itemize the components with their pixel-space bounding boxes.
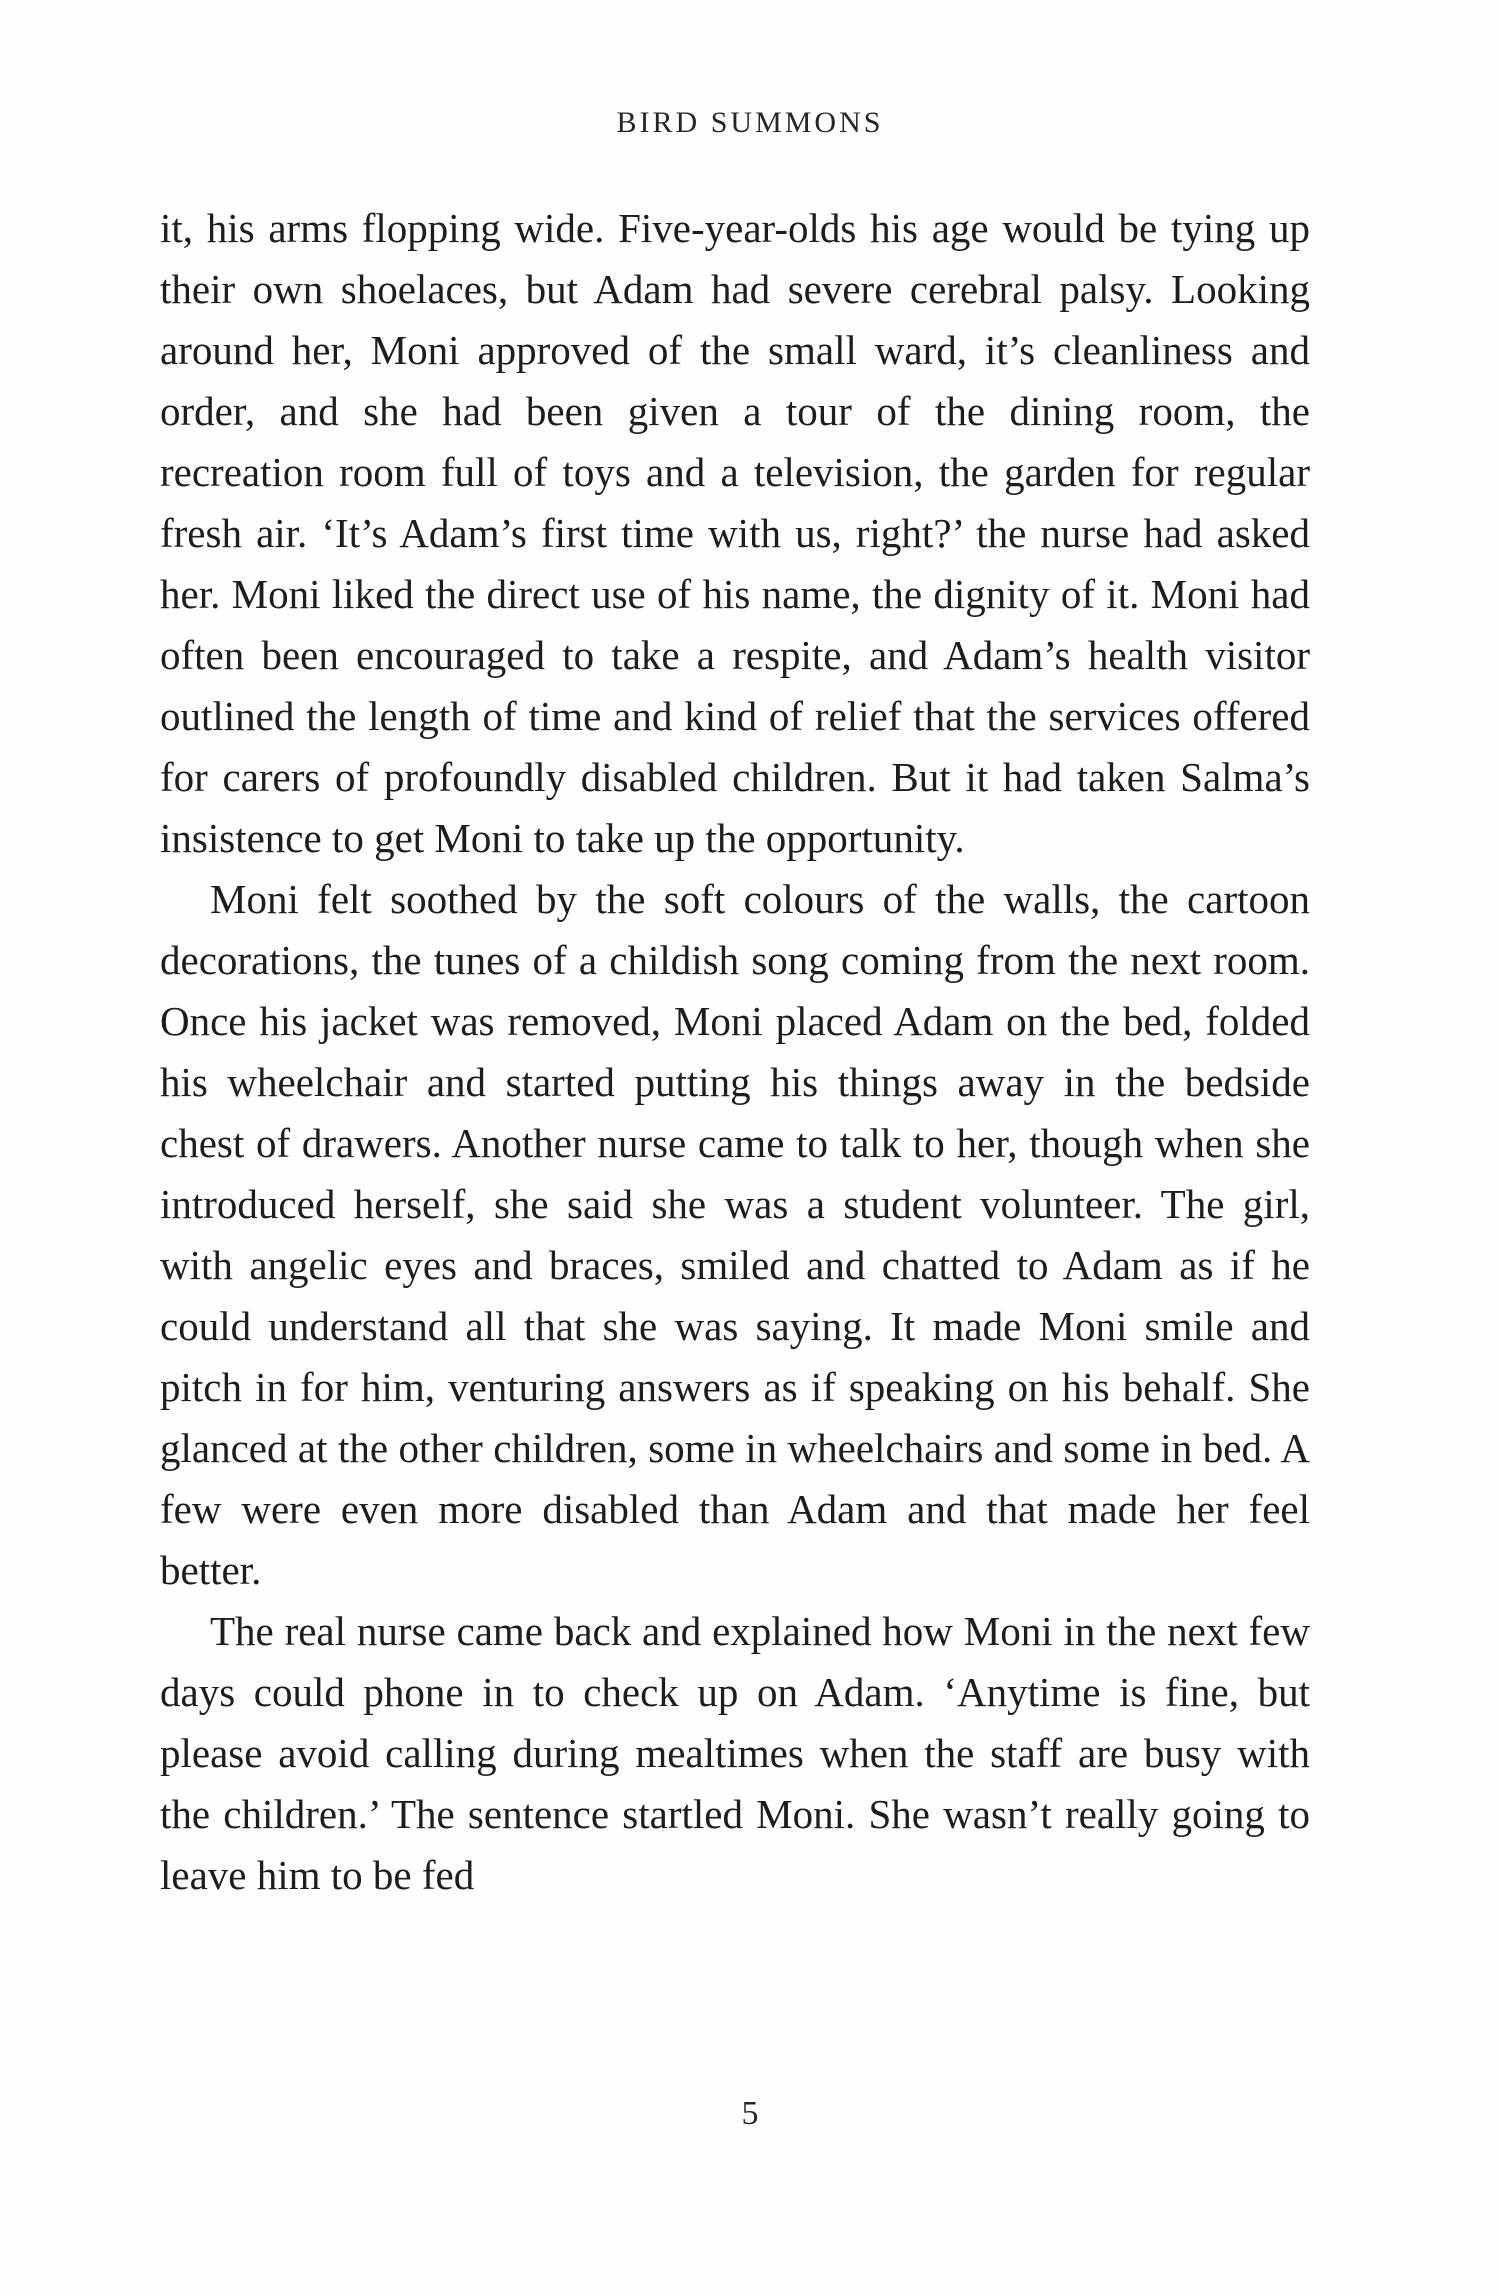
paragraph: Moni felt soothed by the soft colours of the walls, the cartoon decorations, the tunes of a childish song coming from the next room. Once his jacket was removed, Moni placed Adam on the bed, folded his wheelchair and started putting his things away in the bedside chest of drawers. Another nurse came to talk to her, though when she introduced herself, she said she was a student volunteer. The girl, with angelic eyes and braces, smiled and chatted to Adam as if he could understand all that she was saying. It made Moni smile and pitch in for him, venturing answers as if speaking on his behalf. She glanced at the other children, some in wheelchairs and some in bed. A few were even more disabled than Adam and that made her feel better. bbox=[160, 876, 1310, 1593]
body-text bbox=[160, 198, 1310, 1906]
page-number: 5 bbox=[741, 2095, 759, 2132]
paragraph: The real nurse came back and explained how Moni in the next few days could phone in to check up on Adam. ‘Anytime is fine, but please avoid calling during mealtimes when the staff are busy with the children.’ The sentence startled Moni. She wasn’t really going to leave him to be fed bbox=[160, 1608, 1310, 1898]
running-head: BIRD SUMMONS bbox=[616, 106, 884, 139]
paragraph-continued: it, his arms flopping wide. Five-year-olds his age would be tying up their own shoelaces, but Adam had severe cerebral palsy. Looking around her, Moni approved of the small ward, it’s cleanliness and order, and she had been given a tour of the dining room, the recreation room full of toys and a television, the garden for regular fresh air. ‘It’s Adam’s first time with us, right?’ the nurse had asked her. Moni liked the direct use of his name, the dignity of it. Moni had often been encouraged to take a respite, and Adam’s health visitor outlined the length of time and kind of relief that the services offered for carers of profoundly disabled children. But it had taken Salma’s insistence to get Moni to take up the opportunity. bbox=[160, 205, 1310, 861]
